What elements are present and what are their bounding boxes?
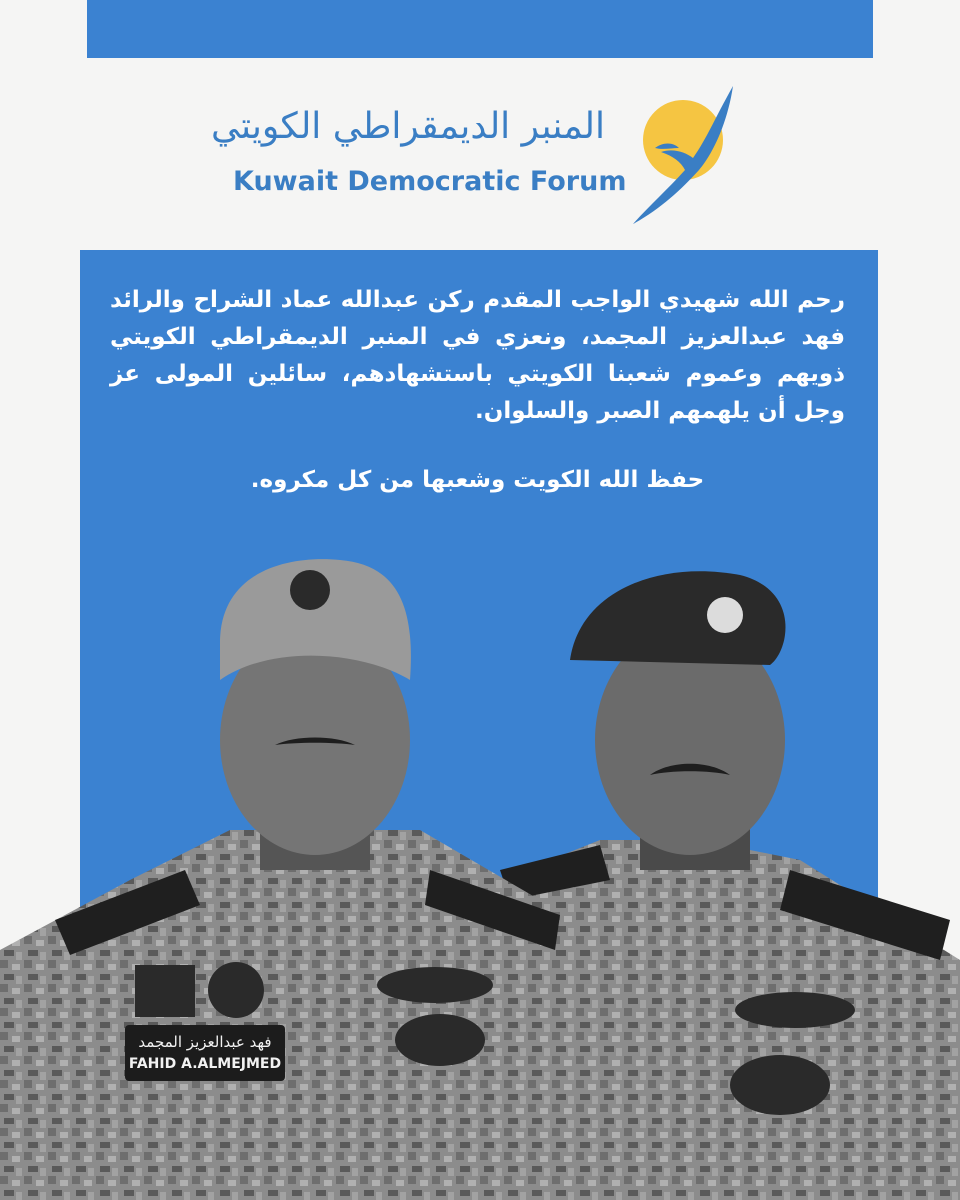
name-tag	[125, 1025, 285, 1081]
kdf-logo	[210, 78, 745, 228]
condolence-message: رحم الله شهيدي الواجب المقدم ركن عبدالله عماد الشراح والرائد فهد عبدالعزيز المجمد، ونعزي في المنبر الديمقراطي الكويتي ذويهم وعموم شعبنا الكويتي باستشهادهم، سائلين المولى عز وجل أن يلهمهم الصبر والسلوان.	[110, 287, 845, 424]
logo-english-text: Kuwait Democratic Forum	[233, 166, 627, 197]
closing-prayer: حفظ الله الكويت وشعبها من كل مكروه.	[250, 467, 705, 493]
name-tag-arabic: فهد عبدالعزيز المجمد	[138, 1033, 272, 1051]
officers-portrait	[0, 540, 960, 1200]
bird-sun-icon	[615, 78, 755, 228]
top-banner-bar	[87, 0, 873, 58]
logo-arabic-text: المنبر الديمقراطي الكويتي	[210, 106, 605, 147]
name-tag-english: FAHID A.ALMEJMED	[128, 1056, 282, 1072]
